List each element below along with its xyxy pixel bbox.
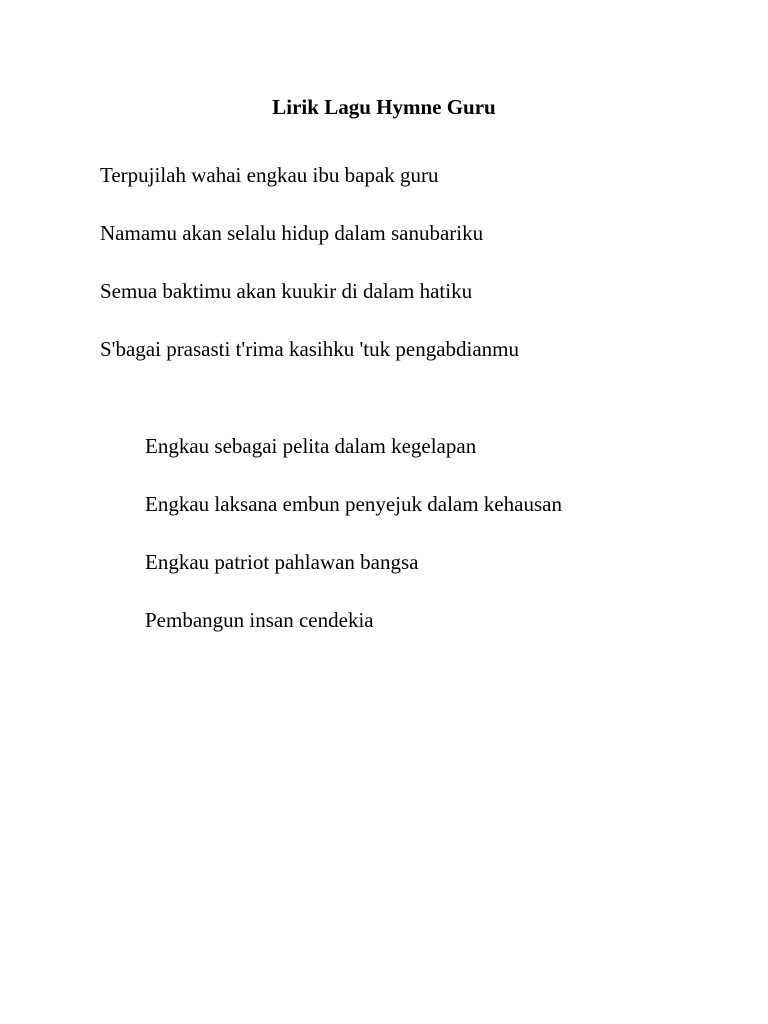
- lyric-line: S'bagai prasasti t'rima kasihku 'tuk pengabdianmu: [100, 337, 520, 361]
- stanza-2: [145, 432, 562, 664]
- lyric-line: Engkau laksana embun penyejuk dalam kehausan: [145, 492, 562, 516]
- stanza-1: [100, 161, 519, 393]
- lyric-line: Engkau patriot pahlawan bangsa: [145, 550, 419, 574]
- lyric-line: Engkau sebagai pelita dalam kegelapan: [145, 434, 477, 458]
- lyric-line: Semua baktimu akan kuukir di dalam hatiku: [100, 279, 473, 303]
- lyric-line: Pembangun insan cendekia: [145, 608, 374, 632]
- lyric-line: Namamu akan selalu hidup dalam sanubariku: [100, 221, 484, 245]
- lyric-line: Terpujilah wahai engkau ibu bapak guru: [100, 163, 439, 187]
- document-title: Lirik Lagu Hymne Guru: [272, 95, 496, 119]
